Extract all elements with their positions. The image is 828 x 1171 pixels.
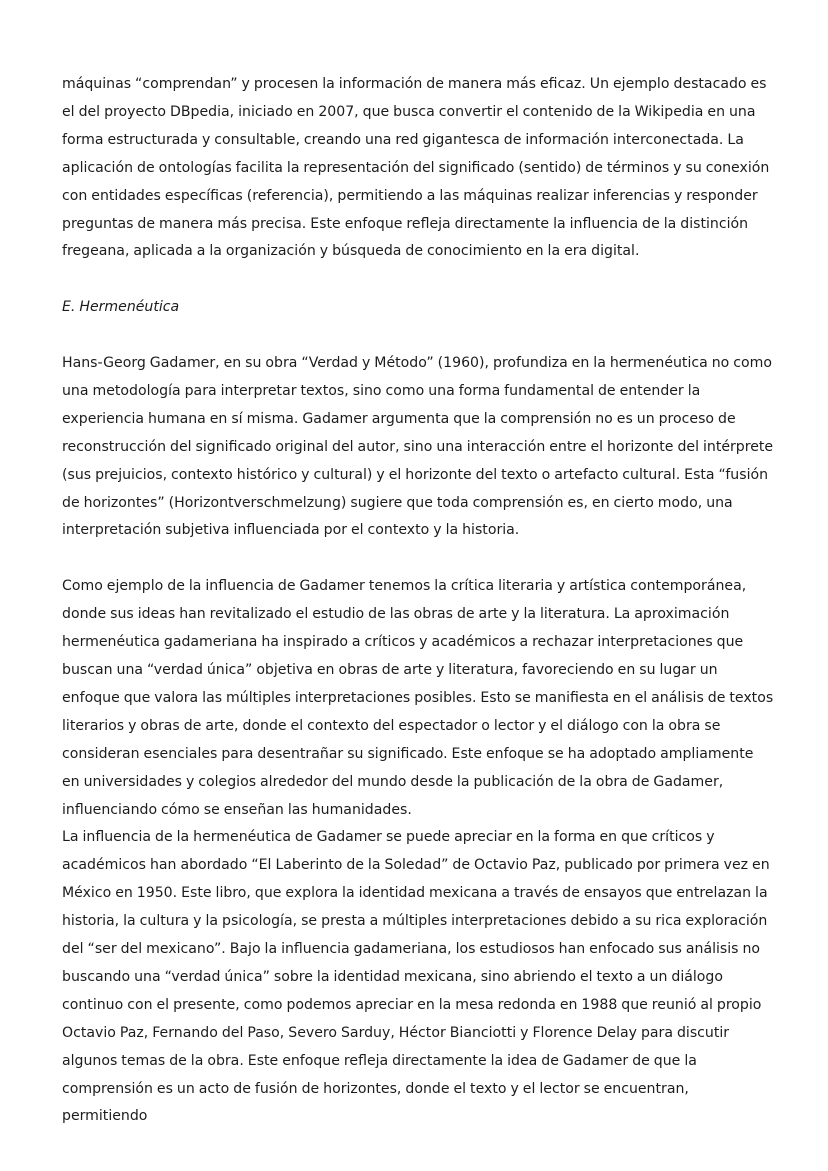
- paragraph-critica-literaria: Como ejemplo de la influencia de Gadamer tenemos la crítica literaria y artística contemporánea, donde sus ideas han revitalizado el estudio de las obras de arte y la literatura. La aproximación hermenéutica gadameriana ha inspirado a críticos y académicos a rechazar interpretaciones que buscan una “verdad única” objetiva en obras de arte y literatura, favoreciendo en su lugar un enfoque que valora las múltiples interpretaciones posibles. Esto se manifiesta en el análisis de textos literarios y obras de arte, donde el contexto del espectador o lector y el diálogo con la obra se consideran esenciales para desentrañar su significado. Este enfoque se ha adoptado ampliamente en universidades y colegios alrededor del mundo desde la publicación de la obra de Gadamer, influenciando cómo se enseñan las humanidades.: [62, 578, 774, 818]
- paragraph-laberinto-soledad: La influencia de la hermenéutica de Gadamer se puede apreciar en la forma en que críticos y académicos han abordado “El Laberinto de la Soledad” de Octavio Paz, publicado por primera vez en México en 1950. Este libro, que explora la identidad mexicana a través de ensayos que entrelazan la historia, la cultura y la psicología, se presta a múltiples interpretaciones debido a su rica exploración del “ser del mexicano”. Bajo la influencia gadameriana, los estudiosos han enfocado sus análisis no buscando una “verdad única” sobre la identidad mexicana, sino abriendo el texto a un diálogo continuo con el presente, como podemos apreciar en la mesa redonda en 1988 que reunió al propio Octavio Paz, Fernando del Paso, Severo Sarduy, Héctor Bianciotti y Florence Delay para discutir algunos temas de la obra. Este enfoque refleja directamente la idea de Gadamer de que la comprensión es un acto de fusión de horizontes, donde el texto y el lector se encuentran, permitiendo: [62, 829, 770, 1125]
- paragraph-gadamer-verdad-metodo: Hans-Georg Gadamer, en su obra “Verdad y Método” (1960), profundiza en la hermenéutica no como una metodología para interpretar textos, sino como una forma fundamental de entender la experiencia humana en sí misma. Gadamer argumenta que la comprensión no es un proceso de reconstrucción del significado original del autor, sino una interacción entre el horizonte del intérprete (sus prejuicios, contexto histórico y cultural) y el horizonte del texto o artefacto cultural. Esta “fusión de horizontes” (Horizontverschmelzung) sugiere que toda comprensión es, en cierto modo, una interpretación subjetiva influenciada por el contexto y la historia.: [62, 355, 774, 539]
- paragraph-dbpedia: máquinas “comprendan” y procesen la información de manera más eficaz. Un ejemplo destacado es el del proyecto DBpedia, iniciado en 2007, que busca convertir el contenido de la Wikipedia en una forma estructurada y consultable, creando una red gigantesca de información interconectada. La aplicación de ontologías facilita la representación del significado (sentido) de términos y su conexión con entidades específicas (referencia), permitiendo a las máquinas realizar inferencias y responder preguntas de manera más precisa. Este enfoque refleja directamente la influencia de la distinción fregeana, aplicada a la organización y búsqueda de conocimiento en la era digital.: [62, 76, 770, 260]
- section-heading-hermeneutica: E. Hermenéutica: [62, 299, 180, 316]
- document-body: [62, 71, 774, 1131]
